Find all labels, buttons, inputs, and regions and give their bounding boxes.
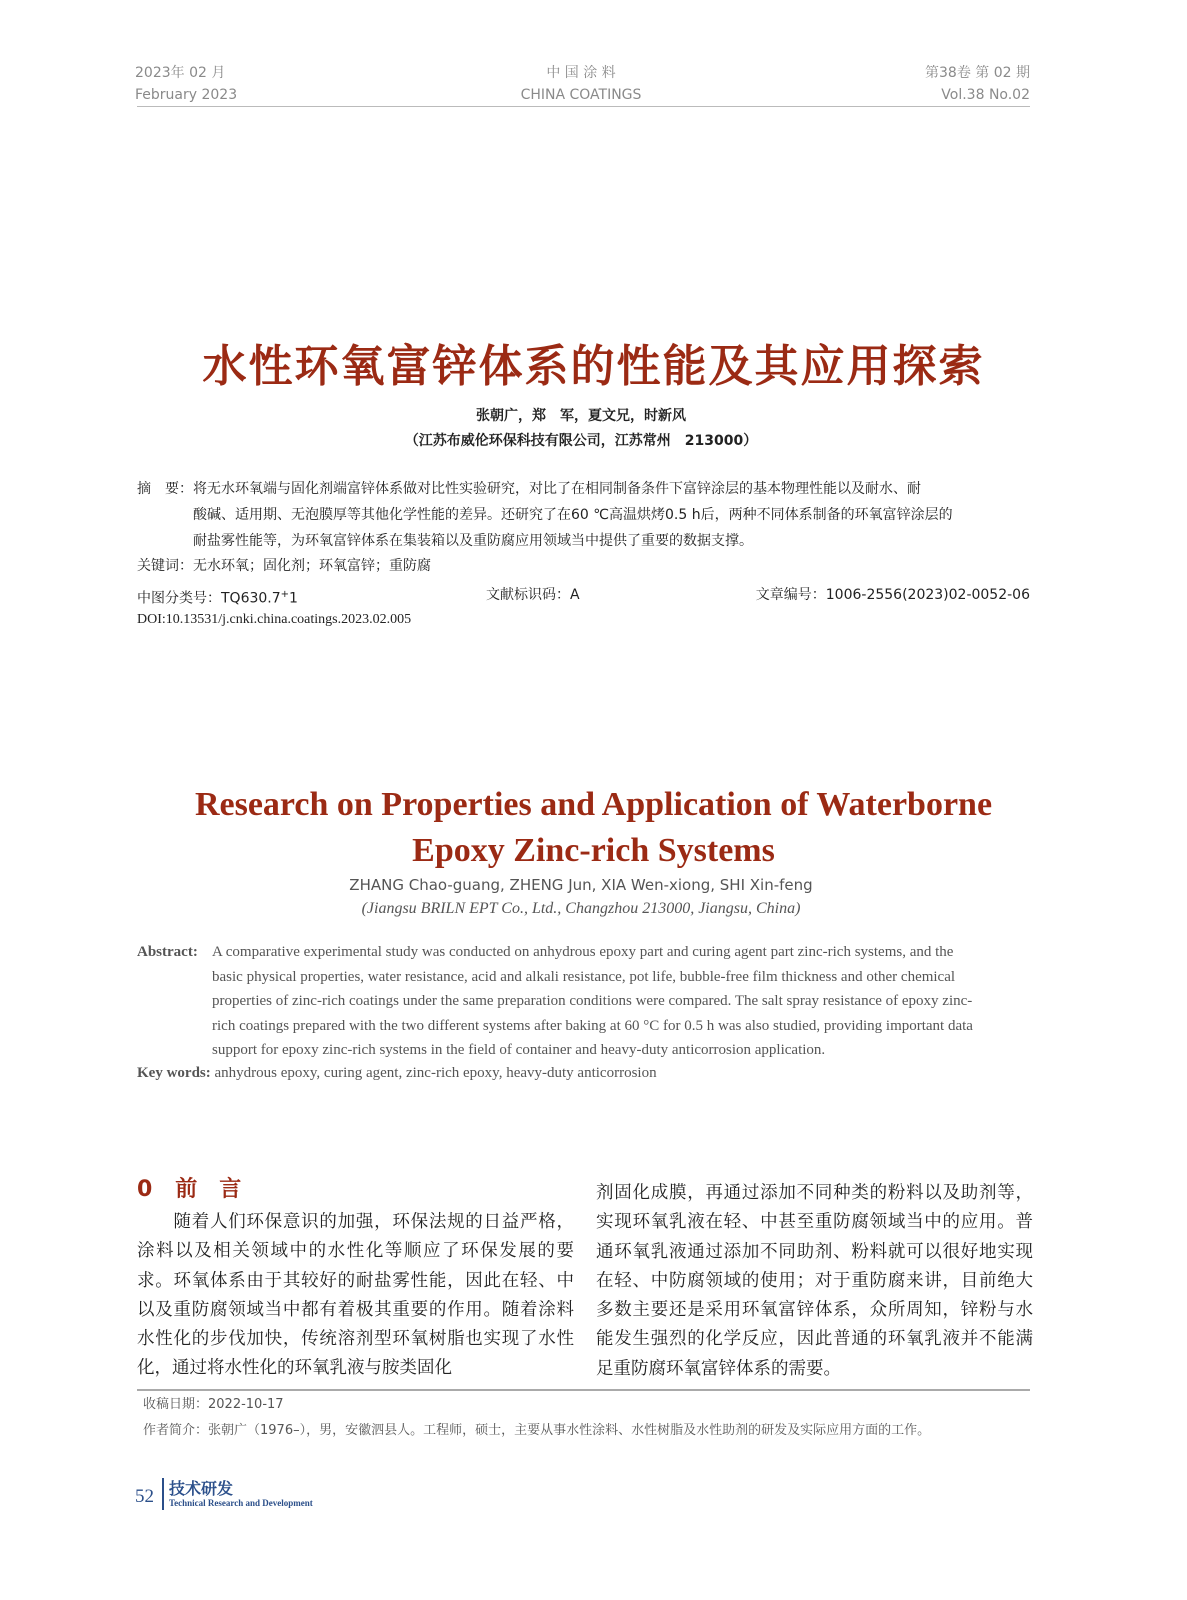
- doi: DOI:10.13531/j.cnki.china.coatings.2023.02.005: [137, 612, 412, 627]
- title-en-line: Epoxy Zinc-rich Systems: [412, 832, 775, 869]
- abstract-cn-line: 酸碱、适用期、无泡膜厚等其他化学性能的差异。还研究了在60 ℃高温烘烤0.5 h后，两种不同体系制备的环氧富锌涂层的: [193, 507, 953, 523]
- authors-en: ZHANG Chao-guang, ZHENG Jun, XIA Wen-xiong, SHI Xin-feng: [349, 876, 813, 894]
- title-cn: 水性环氧富锌体系的性能及其应用探索: [202, 341, 985, 392]
- title-en-line: Research on Properties and Application of Waterborne: [194, 786, 993, 823]
- author-bio: 作者简介：张朝广（1976–），男，安徽泗县人。工程师，硕士，主要从事水性涂料、水性树脂及水性助剂的研发及实际应用方面的工作。: [143, 1423, 931, 1438]
- header-volume: [925, 62, 1030, 106]
- journal-cn: 中 国 涂 料: [546, 65, 616, 81]
- body-column-left: 随着人们环保意识的加强，环保法规的日益严格，涂料以及相关领域中的水性化等顺应了环保发展的要求。环氧体系由于其较好的耐盐雾性能，因此在轻、中以及重防腐领域当中都有着极其重要的作用。随着涂料水性化的步伐加快，传统溶剂型环氧树脂也实现了水性化，通过将水性化的环氧乳液与胺类固化: [137, 1212, 574, 1379]
- clc-label: 中图分类号：TQ630.7: [137, 590, 281, 607]
- footnote: [143, 1392, 930, 1444]
- abstract-en-line: A comparative experimental study was conducted on anhydrous epoxy part and curing agent part zinc-rich systems, and the: [212, 944, 954, 960]
- abstract-cn: [137, 476, 1037, 554]
- page-number: 52: [135, 1486, 154, 1507]
- abstract-en-line: basic physical properties, water resistance, acid and alkali resistance, pot life, bubble-free film thickness and other chemical: [212, 968, 956, 985]
- footer-section-en: Technical Research and Development: [169, 1498, 313, 1508]
- received-date: 收稿日期：2022-10-17: [143, 1397, 284, 1412]
- authors-cn: 张朝广，郑 军，夏文兄，时新风: [476, 408, 686, 424]
- abstract-en-line: properties of zinc-rich coatings under the same preparation conditions were compared. The salt spray resistance of epoxy zinc-: [212, 993, 973, 1009]
- abstract-en-line: support for epoxy zinc-rich systems in the field of container and heavy-duty anticorrosion application.: [212, 1042, 826, 1058]
- keywords-en-text: anhydrous epoxy, curing agent, zinc-rich epoxy, heavy-duty anticorrosion: [214, 1065, 657, 1081]
- abstract-cn-line: 将无水环氧端与固化剂端富锌体系做对比性实验研究，对比了在相同制备条件下富锌涂层的基本物理性能以及耐水、耐: [193, 481, 921, 497]
- footer-divider: [162, 1478, 164, 1510]
- clc-number: [137, 582, 298, 612]
- date-en: February 2023: [135, 87, 238, 103]
- footnote-rule: [137, 1389, 1030, 1391]
- keywords-en: [137, 1065, 657, 1082]
- body-column-right: 剂固化成膜，再通过添加不同种类的粉料以及助剂等，实现环氧乳液在轻、中甚至重防腐领域当中的应用。普通环氧乳液通过添加不同助剂、粉料就可以很好地实现在轻、中防腐领域的使用；对于重防腐来讲，目前绝大多数主要还是采用环氧富锌体系，众所周知，锌粉与水能发生强烈的化学反应，因此普通的环氧乳液并不能满足重防腐环氧富锌体系的需要。: [596, 1183, 1033, 1379]
- keywords-cn: 关键词：无水环氧；固化剂；环氧富锌；重防腐: [137, 558, 431, 574]
- affiliation-cn: （江苏布威伦环保科技有限公司，江苏常州 213000）: [404, 433, 758, 449]
- footer-section-cn: 技术研发: [169, 1479, 234, 1498]
- abstract-en-line: rich coatings prepared with the two different systems after baking at 60 °C for 0.5 h was also studied, providing important data: [212, 1017, 973, 1034]
- article-number: 文章编号：1006-2556(2023)02-0052-06: [755, 587, 1030, 603]
- clc-tail: 1: [289, 590, 298, 607]
- header-rule: [137, 106, 1030, 107]
- section-number: 0: [137, 1177, 153, 1202]
- abstract-cn-line: 耐盐雾性能等，为环氧富锌体系在集装箱以及重防腐应用领域当中提供了重要的数据支撑。: [193, 533, 753, 549]
- volume-en: Vol.38 No.02: [941, 87, 1030, 103]
- section-heading: [137, 1172, 241, 1203]
- clc-sup: +: [280, 589, 290, 600]
- volume-cn: 第38卷 第 02 期: [925, 65, 1030, 81]
- document-code: 文献标识码：A: [486, 587, 580, 603]
- abstract-en-label: Abstract:: [137, 944, 198, 960]
- affiliation-en: (Jiangsu BRILN EPT Co., Ltd., Changzhou 213000, Jiangsu, China): [361, 900, 801, 917]
- abstract-cn-label: 摘 要：: [137, 481, 193, 497]
- title-en: [0, 782, 1187, 874]
- date-cn: 2023年 02 月: [135, 65, 226, 81]
- abstract-en: [137, 940, 1037, 1063]
- keywords-en-label: Key words:: [137, 1065, 211, 1081]
- section-title: 前 言: [175, 1177, 242, 1202]
- journal-en: CHINA COATINGS: [520, 87, 642, 103]
